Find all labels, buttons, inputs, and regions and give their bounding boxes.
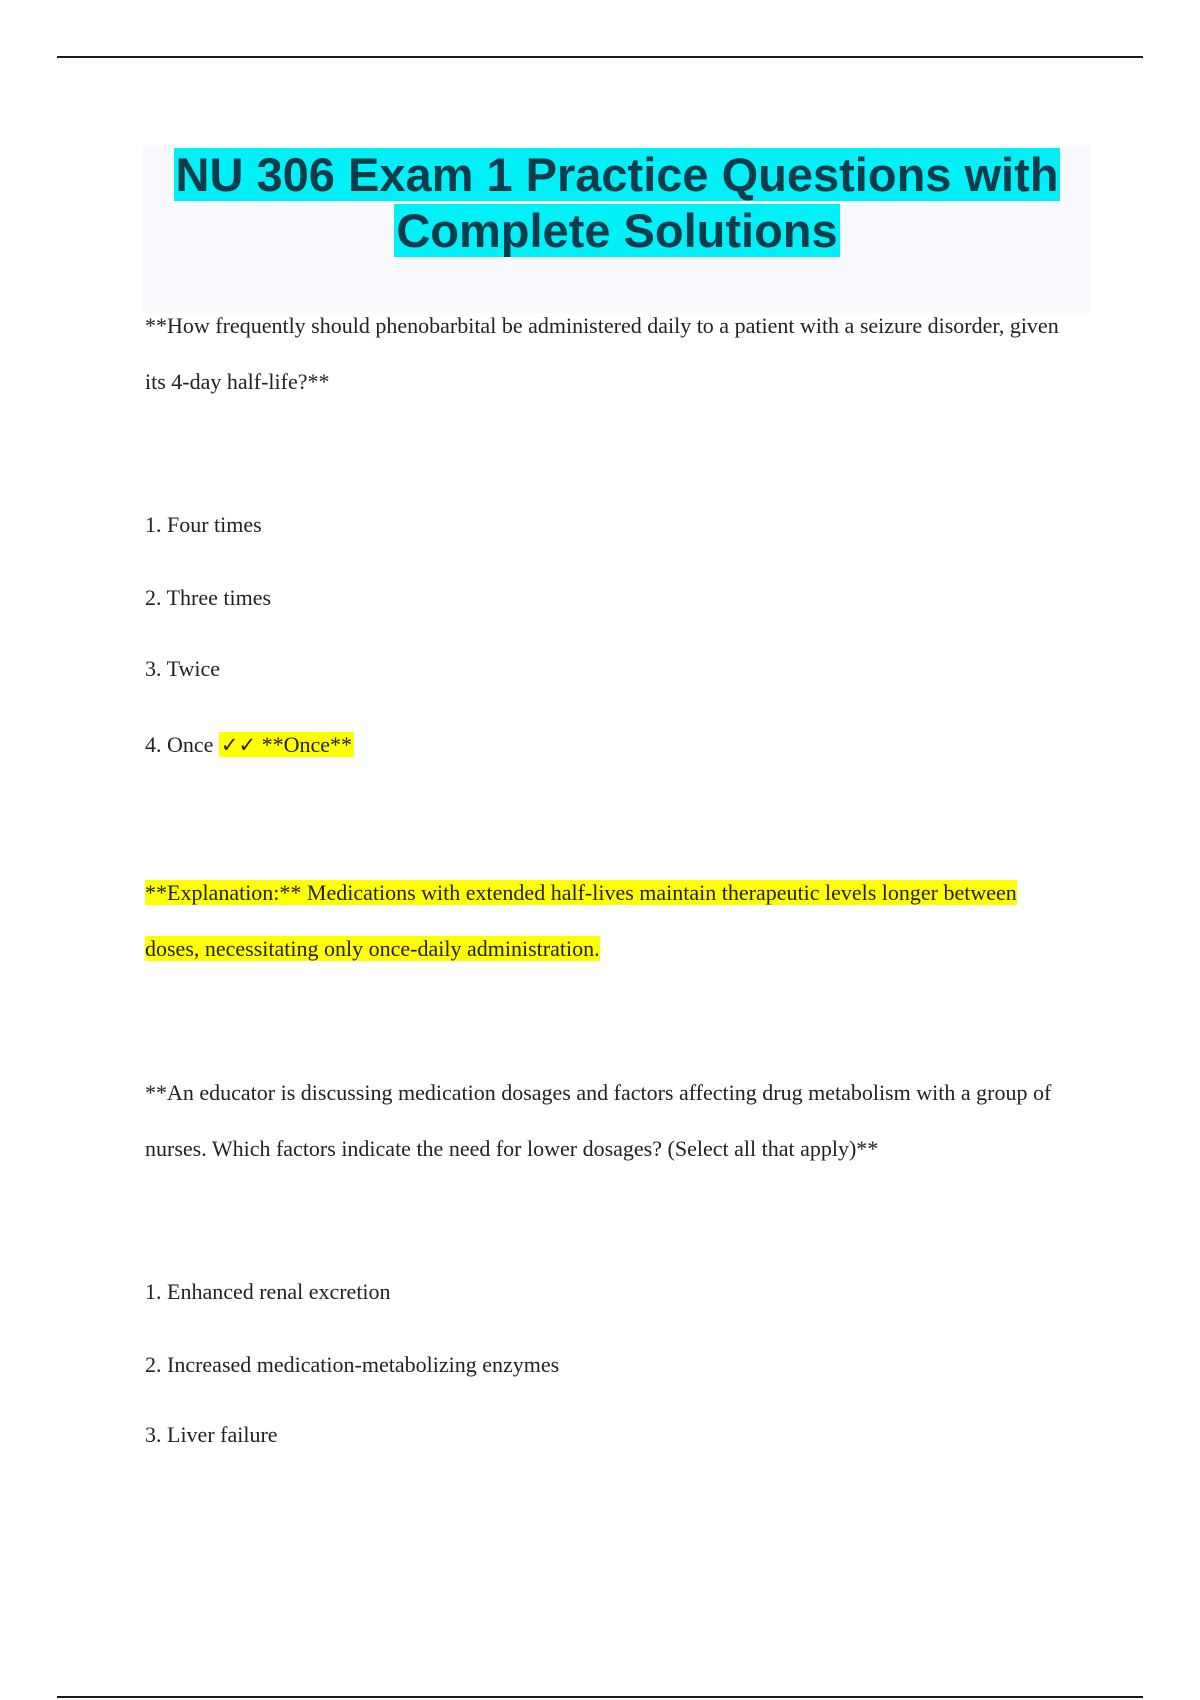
- question-2-option-2: 2. Increased medication-metabolizing enzymes: [145, 1352, 560, 1377]
- answer-text: **Once**: [261, 732, 353, 757]
- bottom-rule: [57, 1696, 1143, 1698]
- question-1-option-4: [145, 729, 354, 761]
- question-2-option-1: 1. Enhanced renal excretion: [145, 1279, 391, 1304]
- document-title: [143, 145, 1091, 259]
- question-1-option-1: 1. Four times: [145, 512, 262, 537]
- answer-highlight: [219, 732, 354, 757]
- question-1-option-3: 3. Twice: [145, 656, 221, 681]
- title-box: [143, 145, 1091, 313]
- top-rule: [57, 56, 1143, 58]
- question-2-text: **An educator is discussing medication dosages and factors affecting drug metabolism with a group of nurses. Which factors indicate the need for lower dosages? (Select all that apply)**: [145, 1080, 1052, 1161]
- question-1-option-4-label: 4. Once: [145, 732, 214, 757]
- question-1-text: **How frequently should phenobarbital be administered daily to a patient with a seizure disorder, given its 4-day half-life?**: [145, 313, 1059, 394]
- title-line-1: NU 306 Exam 1 Practice Questions with: [175, 148, 1059, 201]
- title-line-2: Complete Solutions: [396, 204, 838, 257]
- explanation-text: **Explanation:** Medications with extended half-lives maintain therapeutic levels longer between doses, necessitating only once-daily administration.: [145, 880, 1017, 961]
- question-1-option-2: 2. Three times: [145, 585, 272, 610]
- question-2-option-3: 3. Liver failure: [145, 1422, 278, 1447]
- question-1-explanation: [145, 865, 1065, 977]
- checkmark-icon: ✓✓: [220, 733, 257, 757]
